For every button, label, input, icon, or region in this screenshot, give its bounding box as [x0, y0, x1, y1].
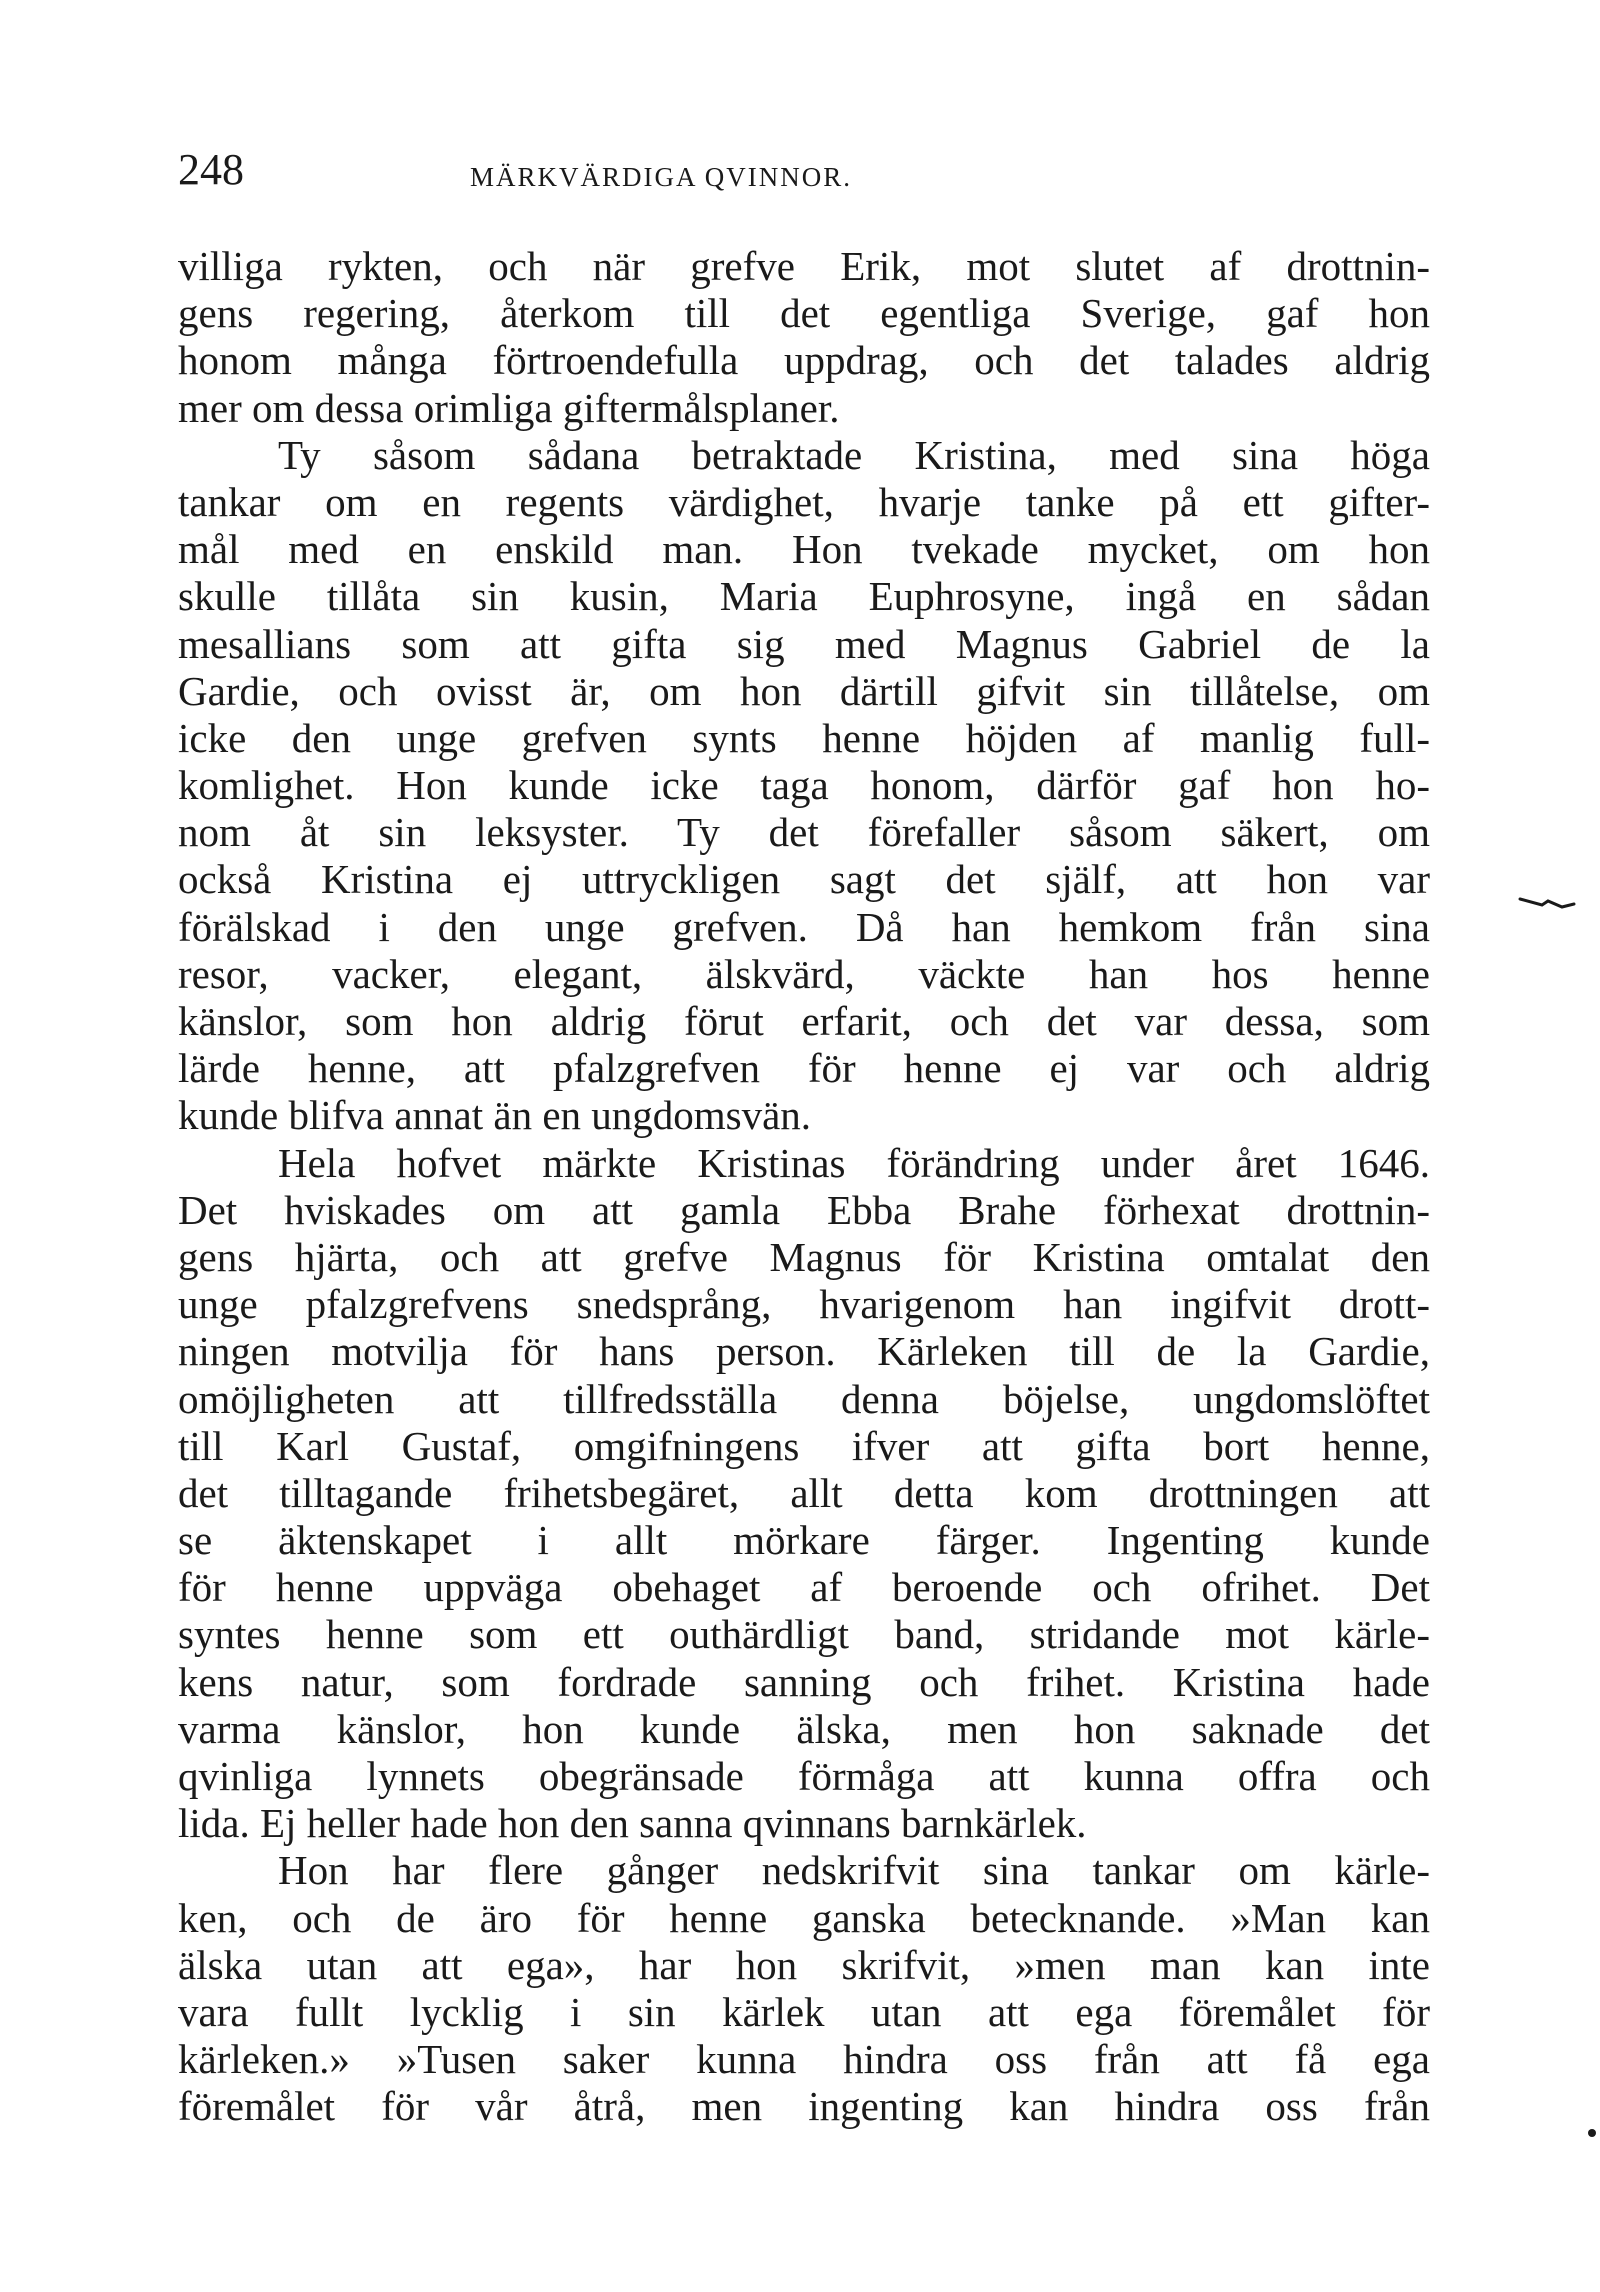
text-line: icke den unge grefven synts henne höjden af manlig full-: [178, 714, 1430, 761]
text-line: kens natur, som fordrade sanning och frihet. Kristina hade: [178, 1658, 1430, 1705]
text-line: mer om dessa orimliga giftermålsplaner.: [178, 384, 840, 431]
text-line: omöjligheten att tillfredsställa denna böjelse, ungdomslöftet: [178, 1375, 1430, 1422]
text-line: Hela hofvet märkte Kristinas förändring under året 1646.: [278, 1139, 1430, 1186]
text-line: se äktenskapet i allt mörkare färger. Ingenting kunde: [178, 1517, 1430, 1564]
text-line: mesallians som att gifta sig med Magnus Gabriel de la: [178, 620, 1430, 667]
margin-mark: [1518, 896, 1576, 910]
text-line: Hon har flere gånger nedskrifvit sina tankar om kärle-: [278, 1847, 1430, 1894]
text-line: syntes henne som ett outhärdligt band, stridande mot kärle-: [178, 1611, 1430, 1658]
text-line: mål med en enskild man. Hon tvekade mycket, om hon: [178, 526, 1430, 573]
text-line: varma känslor, hon kunde älska, men hon saknade det: [178, 1705, 1430, 1752]
text-line: ken, och de äro för henne ganska betecknande. »Man kan: [178, 1894, 1430, 1941]
text-line: Det hviskades om att gamla Ebba Brahe förhexat drottnin-: [178, 1186, 1430, 1233]
text-line: Ty såsom sådana betraktade Kristina, med sina höga: [278, 431, 1430, 478]
text-line: unge pfalzgrefvens snedsprång, hvarigenom han ingifvit drott-: [178, 1281, 1430, 1328]
text-line: gens hjärta, och att grefve Magnus för Kristina omtalat den: [178, 1233, 1430, 1280]
running-title: MÄRKVÄRDIGA QVINNOR.: [470, 162, 853, 192]
margin-dot: [1588, 2129, 1596, 2137]
text-line: qvinliga lynnets obegränsade förmåga att kunna offra och: [178, 1753, 1430, 1799]
text-line: kunde blifva annat än en ungdomsvän.: [178, 1092, 812, 1139]
text-line: förälskad i den unge grefven. Då han hemkom från sina: [178, 903, 1430, 950]
text-line: det tilltagande frihetsbegäret, allt detta kom drottningen att: [178, 1469, 1430, 1516]
text-line: lärde henne, att pfalzgrefven för henne ej var och aldrig: [178, 1045, 1430, 1092]
text-line: skulle tillåta sin kusin, Maria Euphrosyne, ingå en sådan: [178, 573, 1430, 620]
text-line: föremålet för vår åtrå, men ingenting kan hindra oss från: [178, 2083, 1430, 2130]
text-line: nom åt sin leksyster. Ty det förefaller såsom säkert, om: [178, 809, 1430, 856]
text-line: älska utan att ega», har hon skrifvit, »men man kan inte: [178, 1941, 1430, 1988]
page-number: 248: [178, 145, 244, 194]
text-line: honom många förtroendefulla uppdrag, och det talades aldrig: [178, 337, 1430, 384]
text-line: komlighet. Hon kunde icke taga honom, därför gaf hon ho-: [178, 762, 1430, 809]
text-line: också Kristina ej uttryckligen sagt det själf, att hon var: [178, 856, 1430, 903]
text-line: lida. Ej heller hade hon den sanna qvinnans barnkärlek.: [178, 1800, 1087, 1847]
text-line: villiga rykten, och när grefve Erik, mot slutet af drottnin-: [178, 243, 1430, 289]
text-line: gens regering, återkom till det egentliga Sverige, gaf hon: [178, 290, 1430, 337]
text-line: resor, vacker, elegant, älskvärd, väckte han hos henne: [178, 950, 1430, 997]
text-line: vara fullt lycklig i sin kärlek utan att ega föremålet för: [178, 1988, 1430, 2035]
text-line: till Karl Gustaf, omgifningens ifver att gifta bort henne,: [178, 1422, 1430, 1469]
text-line: kärleken.» »Tusen saker kunna hindra oss från att få ega: [178, 2036, 1430, 2083]
text-line: känslor, som hon aldrig förut erfarit, och det var dessa, som: [178, 998, 1430, 1044]
text-line: tankar om en regents värdighet, hvarje tanke på ett gifter-: [178, 478, 1430, 525]
text-line: för henne uppväga obehaget af beroende och ofrihet. Det: [178, 1564, 1430, 1611]
text-line: ningen motvilja för hans person. Kärleken till de la Gardie,: [178, 1328, 1430, 1375]
text-line: Gardie, och ovisst är, om hon därtill gifvit sin tillåtelse, om: [178, 667, 1430, 714]
body-text: [178, 243, 1430, 2131]
